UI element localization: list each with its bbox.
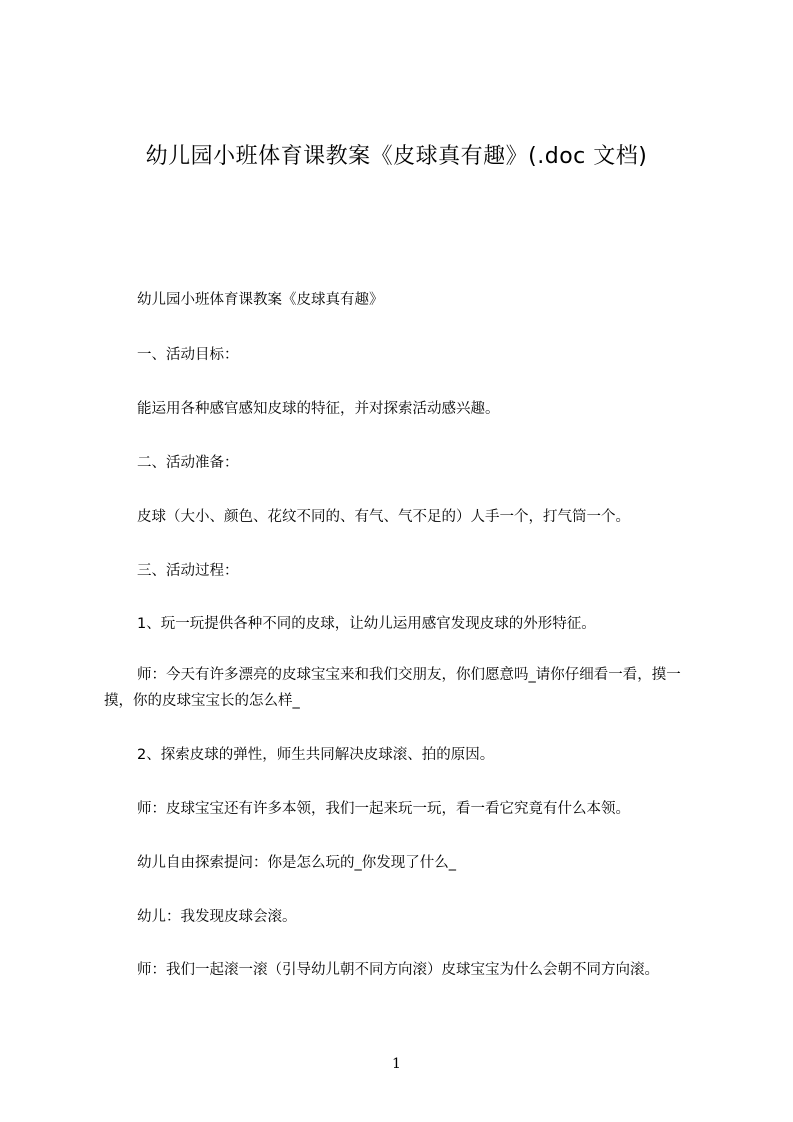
paragraph-teacher-question: 师：今天有许多漂亮的皮球宝宝来和我们交朋友，你们愿意吗_请你仔细看一看，摸一摸，你的皮球宝宝长的怎么样_ — [104, 667, 681, 709]
paragraph-step-1: 1、玩一玩提供各种不同的皮球，让幼儿运用感官发现皮球的外形特征。 — [137, 616, 596, 632]
paragraph-child-answer: 幼儿：我发现皮球会滚。 — [137, 909, 297, 925]
paragraph-goals: 能运用各种感官感知皮球的特征，并对探索活动感兴趣。 — [137, 401, 500, 417]
paragraph-step-2: 2、探索皮球的弹性，师生共同解决皮球滚、拍的原因。 — [137, 747, 495, 763]
lesson-heading: 幼儿园小班体育课教案《皮球真有趣》 — [137, 292, 384, 308]
document-title: 幼儿园小班体育课教案《皮球真有趣》(.doc 文档) — [145, 144, 648, 169]
paragraph-teacher-rolling: 师：我们一起滚一滚（引导幼儿朝不同方向滚）皮球宝宝为什么会朝不同方向滚。 — [137, 962, 659, 978]
section-heading-goals: 一、活动目标： — [137, 347, 239, 363]
paragraph-free-exploration: 幼儿自由探索提问：你是怎么玩的_你发现了什么_ — [137, 855, 456, 871]
section-heading-process: 三、活动过程： — [137, 563, 239, 579]
paragraph-preparation: 皮球（大小、颜色、花纹不同的、有气、气不足的）人手一个，打气筒一个。 — [137, 509, 630, 525]
section-heading-preparation: 二、活动准备： — [137, 455, 239, 471]
page-number: 1 — [392, 1056, 401, 1072]
paragraph-teacher-abilities: 师：皮球宝宝还有许多本领，我们一起来玩一玩，看一看它究竟有什么本领。 — [137, 801, 630, 817]
